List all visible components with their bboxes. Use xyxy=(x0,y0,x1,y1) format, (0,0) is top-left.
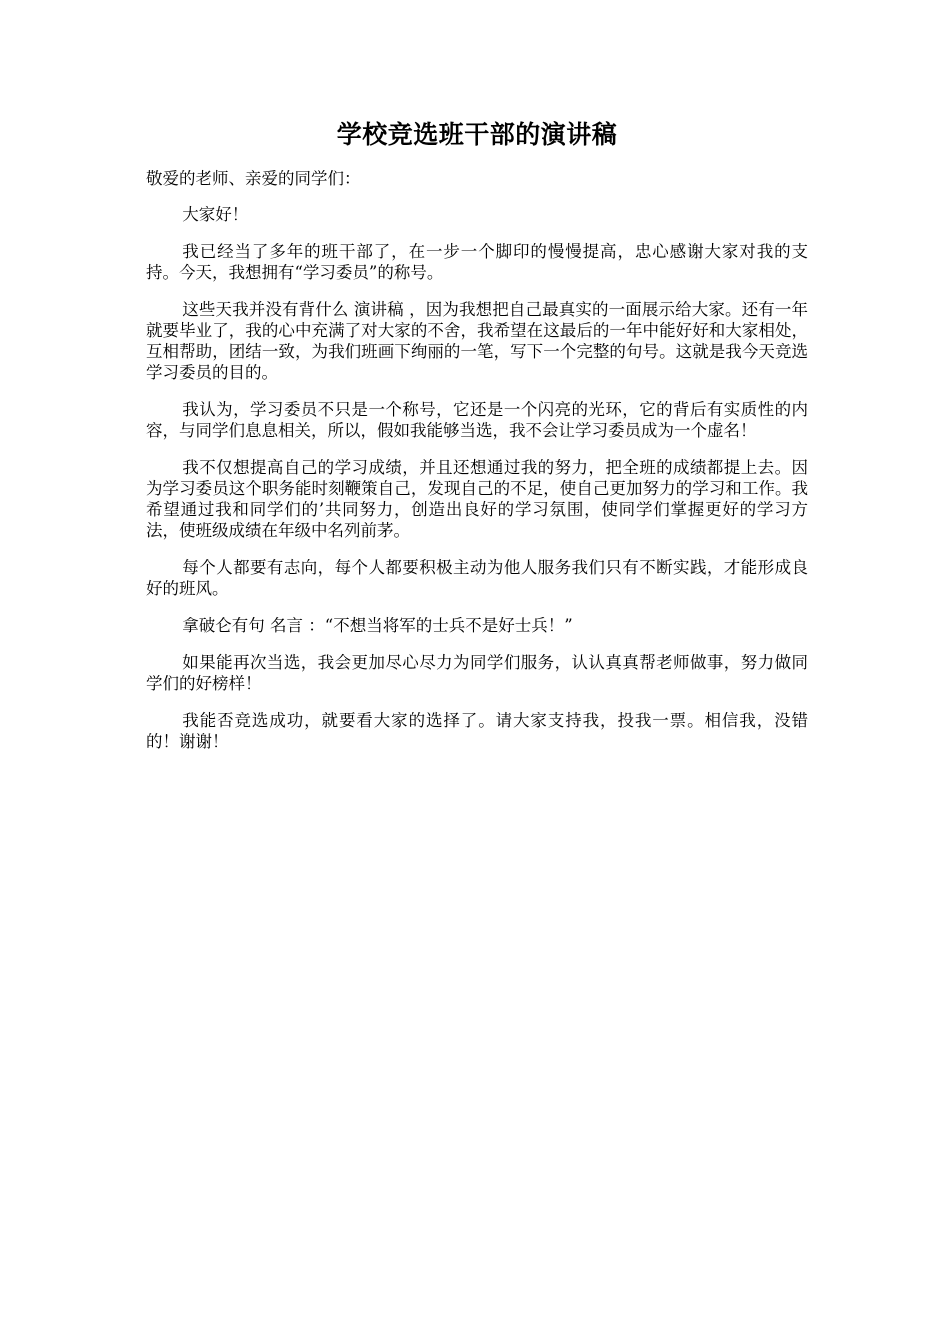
paragraph-motivation: 这些天我并没有背什么 演讲稿 ，因为我想把自己最真实的一面展示给大家。还有一年就要毕业了，我的心中充满了对大家的不舍，我希望在这最后的一年中能好好和大家相处，互相帮助，团结一致，为我们班画下绚丽的一笔，写下一个完整的句号。这就是我今天竞选学习委员的目的。 xyxy=(146,300,808,382)
paragraph-closing: 我能否竞选成功，就要看大家的选择了。请大家支持我，投我一票。相信我，没错的！谢谢！ xyxy=(146,711,808,751)
paragraph-goals: 我不仅想提高自己的学习成绩，并且还想通过我的努力，把全班的成绩都提上去。因为学习委员这个职务能时刻鞭策自己，发现自己的不足，使自己更加努力的学习和工作。我希望通过我和同学们的’共同努力，创造出良好的学习氛围，使同学们掌握更好的学习方法，使班级成绩在年级中名列前茅。 xyxy=(146,458,808,540)
paragraph-introduction: 我已经当了多年的班干部了，在一步一个脚印的慢慢提高，忠心感谢大家对我的支持。今天，我想拥有“学习委员”的称号。 xyxy=(146,242,808,282)
paragraph-greeting: 大家好！ xyxy=(182,205,249,224)
paragraph-aspiration: 每个人都要有志向，每个人都要积极主动为他人服务我们只有不断实践，才能形成良好的班风。 xyxy=(146,558,808,598)
paragraph-quote: 拿破仑有句 名言 ：“不想当将军的士兵不是好士兵！” xyxy=(182,616,573,635)
salutation: 敬爱的老师、亲爱的同学们： xyxy=(146,169,361,188)
paragraph-role-meaning: 我认为，学习委员不只是一个称号，它还是一个闪亮的光环，它的背后有实质性的内容，与同学们息息相关，所以，假如我能够当选，我不会让学习委员成为一个虚名！ xyxy=(146,400,808,440)
document-page xyxy=(146,116,808,768)
paragraph-promise: 如果能再次当选，我会更加尽心尽力为同学们服务，认认真真帮老师做事，努力做同学们的好榜样！ xyxy=(146,653,808,693)
document-title: 学校竞选班干部的演讲稿 xyxy=(336,120,618,149)
